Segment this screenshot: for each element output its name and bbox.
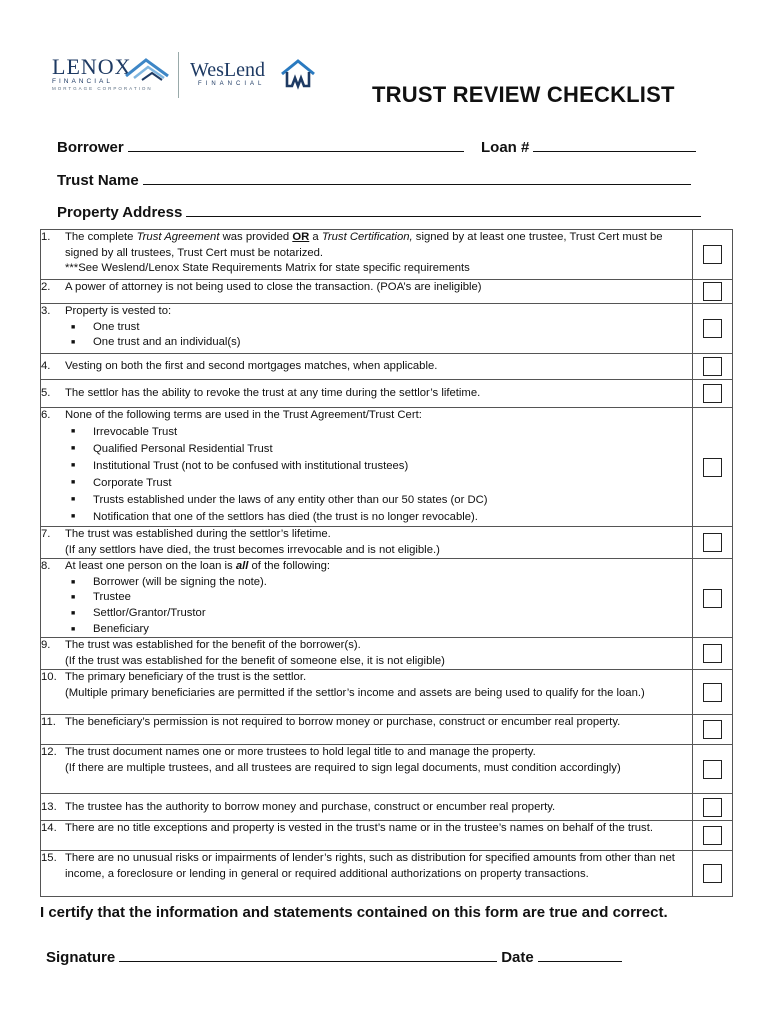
checkbox-cell — [693, 380, 733, 408]
bullet-item — [71, 424, 692, 441]
bullet-item — [71, 575, 692, 591]
bullet-item — [71, 320, 692, 336]
item-text: The complete Trust Agreement was provided OR a Trust Certification, signed by at least one trustee, Trust Cert must be signed by all trustees, Trust Cert must be notarized. — [65, 231, 663, 259]
bullet-text: One trust — [93, 320, 140, 333]
checklist-table — [40, 229, 733, 897]
bullet-icon: ■ — [71, 578, 76, 586]
item-checkbox[interactable] — [703, 644, 722, 663]
checklist-row — [41, 821, 733, 851]
item-text: Vesting on both the first and second mortgages matches, when applicable. — [65, 359, 438, 372]
checkbox-cell — [693, 638, 733, 670]
checkbox-cell — [693, 230, 733, 280]
checkbox-cell — [693, 559, 733, 638]
bullet-text: Trustee — [93, 591, 131, 604]
checkbox-cell — [693, 408, 733, 527]
item-number: 15. — [41, 852, 57, 865]
item-number: 1. — [41, 231, 51, 243]
item-checkbox[interactable] — [703, 683, 722, 702]
bullet-icon: ■ — [71, 444, 76, 452]
item-text: None of the following terms are used in the Trust Agreement/Trust Cert: — [65, 409, 422, 421]
item-note: (If there are multiple trustees, and all trustees are required to sign legal documents, must condition accordingly) — [65, 761, 621, 774]
checklist-item — [41, 745, 693, 794]
checklist-row — [41, 354, 733, 380]
item-number: 5. — [41, 386, 51, 399]
bullet-text: Settlor/Grantor/Trustor — [93, 606, 206, 619]
item-number: 10. — [41, 671, 57, 684]
bullet-text: Qualified Personal Residential Trust — [93, 442, 273, 455]
checklist-row — [41, 408, 733, 527]
item-checkbox[interactable] — [703, 357, 722, 376]
checkbox-cell — [693, 821, 733, 851]
item-text: There are no unusual risks or impairments of lender’s rights, such as distribution for specified amounts from other than net income, a foreclosure or lending in general or required additional authorizations on property transactions. — [65, 852, 675, 880]
checkbox-cell — [693, 715, 733, 745]
trust-name-label: Trust Name — [57, 172, 139, 189]
bullet-text: Trusts established under the laws of any entity other than our 50 states (or DC) — [93, 493, 488, 506]
bullet-text: Corporate Trust — [93, 476, 172, 489]
checklist-item — [41, 280, 693, 304]
item-bullets — [65, 575, 692, 637]
lenox-logo-sub: FINANCIAL — [52, 78, 113, 85]
item-note: (If any settlors have died, the trust becomes irrevocable and is not eligible.) — [65, 543, 440, 556]
checklist-row — [41, 851, 733, 897]
checkbox-cell — [693, 794, 733, 821]
item-text: Property is vested to: — [65, 305, 172, 317]
checklist-item — [41, 354, 693, 380]
checklist-item — [41, 670, 693, 715]
checklist-item — [41, 638, 693, 670]
item-number: 13. — [41, 800, 57, 813]
lenox-logo-name: LENOX — [52, 54, 132, 79]
checklist-row — [41, 304, 733, 354]
checklist-row — [41, 527, 733, 559]
weslend-logo-name: WesLend — [190, 59, 266, 81]
item-number: 2. — [41, 281, 51, 293]
item-checkbox[interactable] — [703, 760, 722, 779]
checkbox-cell — [693, 851, 733, 897]
checklist-row — [41, 638, 733, 670]
signature-blank[interactable] — [119, 946, 497, 962]
property-address-blank[interactable] — [186, 201, 701, 217]
borrower-field[interactable] — [57, 136, 464, 156]
item-text: The primary beneficiary of the trust is the settlor. — [65, 671, 307, 684]
checklist-item — [41, 851, 693, 897]
signature-label: Signature — [46, 949, 116, 966]
item-checkbox[interactable] — [703, 798, 722, 817]
item-checkbox[interactable] — [703, 589, 722, 608]
checklist-item — [41, 715, 693, 745]
item-checkbox[interactable] — [703, 384, 722, 403]
borrower-blank[interactable] — [128, 136, 464, 152]
item-number: 11. — [41, 716, 56, 729]
checklist-item — [41, 559, 693, 638]
property-address-field[interactable] — [57, 201, 701, 221]
bullet-icon: ■ — [71, 609, 76, 617]
item-text: The trust was established during the settlor’s lifetime. — [65, 528, 331, 540]
bullet-icon: ■ — [71, 427, 76, 435]
bullet-icon: ■ — [71, 625, 76, 633]
checkbox-cell — [693, 280, 733, 304]
checklist-item — [41, 230, 693, 280]
bullet-icon: ■ — [71, 323, 76, 331]
property-address-label: Property Address — [57, 204, 183, 221]
checkbox-cell — [693, 527, 733, 559]
item-text: At least one person on the loan is all of the following: — [65, 560, 331, 573]
bullet-item — [71, 590, 692, 606]
item-text: The trustee has the authority to borrow money and purchase, construct or encumber real property. — [65, 800, 556, 813]
trust-name-field[interactable] — [57, 169, 691, 189]
bullet-item — [71, 606, 692, 622]
item-checkbox[interactable] — [703, 533, 722, 552]
item-note: ***See Weslend/Lenox State Requirements Matrix for state specific requirements — [65, 262, 470, 275]
checklist-row — [41, 280, 733, 304]
item-number: 7. — [41, 528, 51, 540]
checklist-item — [41, 821, 693, 851]
borrower-label: Borrower — [57, 139, 124, 156]
item-checkbox[interactable] — [703, 864, 722, 883]
item-text: The trust document names one or more trustees to hold legal title to and manage the property. — [65, 746, 536, 759]
item-text: The trust was established for the benefit of the borrower(s). — [65, 639, 361, 652]
date-label: Date — [501, 949, 534, 966]
checkbox-cell — [693, 304, 733, 354]
bullet-text: Institutional Trust (not to be confused with institutional trustees) — [93, 459, 409, 472]
item-note: (If the trust was established for the benefit of someone else, it is not eligible) — [65, 654, 445, 667]
bullet-icon: ■ — [71, 594, 76, 602]
bullet-item — [71, 509, 692, 526]
loan-label: Loan # — [481, 139, 530, 156]
item-number: 12. — [41, 746, 57, 759]
weslend-logo — [190, 60, 265, 88]
item-checkbox[interactable] — [703, 282, 722, 301]
bullet-item — [71, 475, 692, 492]
item-number: 6. — [41, 409, 51, 421]
checklist-item — [41, 527, 693, 559]
bullet-icon: ■ — [71, 478, 76, 486]
checkbox-cell — [693, 745, 733, 794]
bullet-text: Beneficiary — [93, 622, 149, 635]
checklist-item — [41, 380, 693, 408]
checklist-row — [41, 745, 733, 794]
checklist-row — [41, 230, 733, 280]
signature-line[interactable] — [46, 946, 622, 966]
item-checkbox[interactable] — [703, 319, 722, 338]
checklist-row — [41, 715, 733, 745]
item-bullets — [65, 424, 692, 526]
bullet-text: One trust and an individual(s) — [93, 336, 241, 349]
item-checkbox[interactable] — [703, 720, 722, 739]
bullet-icon: ■ — [71, 495, 76, 503]
header-logos — [52, 52, 342, 100]
bullet-text: Borrower (will be signing the note). — [93, 575, 267, 588]
checklist-item — [41, 304, 693, 354]
item-bullets — [65, 320, 692, 351]
item-text: A power of attorney is not being used to close the transaction. (POA’s are ineligible) — [65, 281, 482, 293]
certification-statement: I certify that the information and statements contained on this form are true and correct. — [40, 904, 668, 921]
item-note: (Multiple primary beneficiaries are permitted if the settlor’s income and assets are being used to qualify for the loan.) — [65, 686, 645, 699]
date-blank[interactable] — [538, 946, 622, 962]
item-checkbox[interactable] — [703, 826, 722, 845]
checklist-row — [41, 794, 733, 821]
logo-divider — [178, 52, 179, 98]
lenox-logo-sub2: MORTGAGE CORPORATION — [52, 86, 153, 91]
bullet-icon: ■ — [71, 512, 76, 520]
checkbox-cell — [693, 354, 733, 380]
checklist-row — [41, 559, 733, 638]
weslend-house-icon — [280, 58, 316, 90]
checklist-item — [41, 408, 693, 527]
item-checkbox[interactable] — [703, 245, 722, 264]
checklist-item — [41, 794, 693, 821]
item-text: The settlor has the ability to revoke the trust at any time during the settlor’s lifetime. — [65, 386, 481, 399]
trust-name-blank[interactable] — [143, 169, 691, 185]
bullet-text: Irrevocable Trust — [93, 425, 178, 438]
lenox-roof-icon — [124, 54, 170, 84]
bullet-icon: ■ — [71, 461, 76, 469]
bullet-item — [71, 492, 692, 509]
loan-blank[interactable] — [533, 136, 696, 152]
item-number: 14. — [41, 822, 57, 835]
bullet-icon: ■ — [71, 339, 76, 347]
loan-field[interactable] — [481, 136, 696, 156]
checklist-row — [41, 380, 733, 408]
page-title: TRUST REVIEW CHECKLIST — [372, 82, 675, 107]
item-number: 3. — [41, 305, 51, 317]
checklist-row — [41, 670, 733, 715]
bullet-text: Notification that one of the settlors has died (the trust is no longer revocable). — [93, 510, 478, 523]
item-text: The beneficiary’s permission is not required to borrow money or purchase, construct or encumber real property. — [65, 716, 621, 729]
weslend-logo-sub: FINANCIAL — [198, 81, 266, 87]
item-number: 9. — [41, 639, 51, 652]
item-number: 4. — [41, 359, 51, 372]
bullet-item — [71, 622, 692, 638]
bullet-item — [71, 458, 692, 475]
item-number: 8. — [41, 560, 51, 573]
bullet-item — [71, 441, 692, 458]
item-text: There are no title exceptions and property is vested in the trust’s name or in the trustee’s names on behalf of the trust. — [65, 822, 653, 835]
checkbox-cell — [693, 670, 733, 715]
bullet-item — [71, 335, 692, 351]
item-checkbox[interactable] — [703, 458, 722, 477]
